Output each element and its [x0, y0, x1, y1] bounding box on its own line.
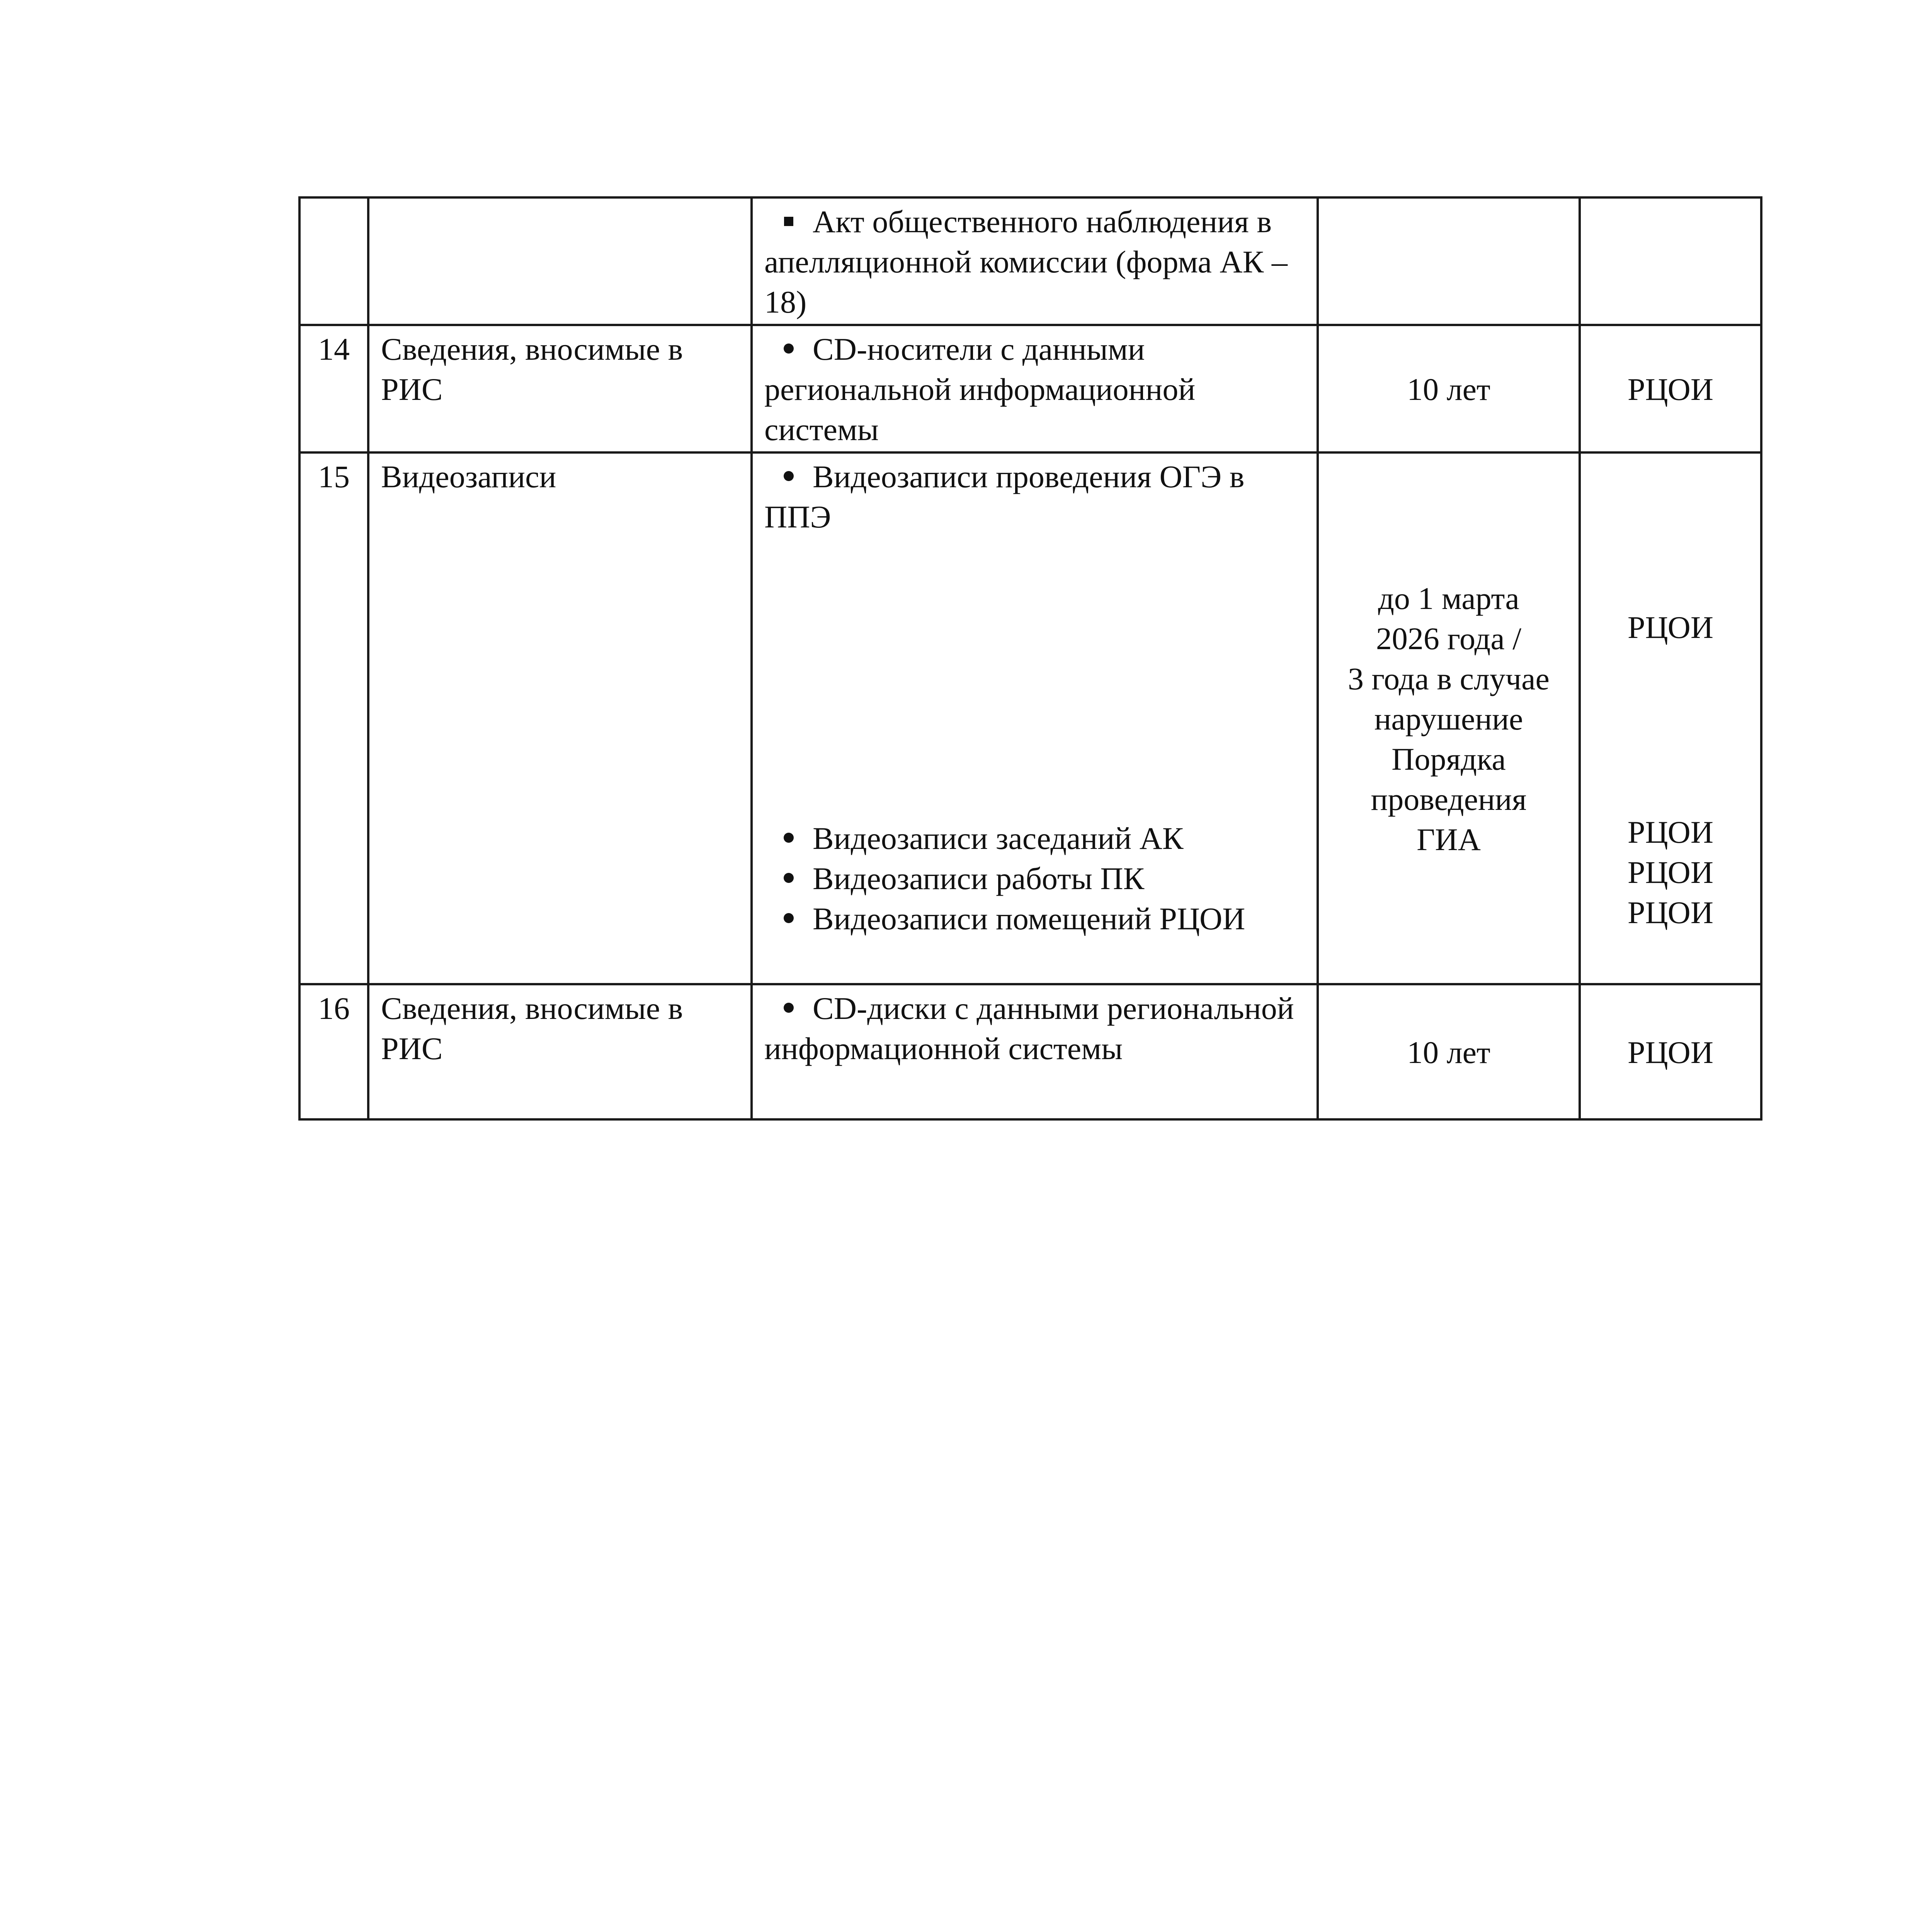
document-list [752, 197, 1318, 325]
document-list [752, 325, 1318, 452]
term-line: ГИА [1417, 822, 1481, 857]
storage-place-line: РЦОИ [1627, 610, 1714, 645]
bullet-dot-icon [764, 988, 813, 1029]
bullet-list [764, 202, 1305, 322]
storage-place-line: РЦОИ [1627, 855, 1714, 890]
document-list [752, 984, 1318, 1119]
storage-place-line: РЦОИ [1627, 895, 1714, 930]
row-number: 16 [299, 984, 368, 1119]
storage-term [1318, 197, 1580, 325]
spacer [764, 537, 1305, 818]
term-line: 3 года в случае [1348, 661, 1550, 696]
list-item-text: CD-носители с данными региональной информационной системы [764, 332, 1196, 447]
table-row [299, 197, 1761, 325]
storage-place: РЦОИ [1580, 984, 1761, 1119]
bullet-dot-icon [764, 818, 813, 859]
row-number [299, 197, 368, 325]
storage-place [1580, 452, 1761, 984]
table-row [299, 984, 1761, 1119]
term-line: Порядка [1391, 742, 1506, 777]
list-item [764, 988, 1305, 1069]
bullet-dot-icon [764, 899, 813, 939]
record-name: Видеозаписи [368, 452, 752, 984]
storage-term-lines [1330, 578, 1567, 860]
record-name: Сведения, вносимые в РИС [368, 325, 752, 452]
list-item [764, 202, 1305, 322]
storage-term: 10 лет [1318, 325, 1580, 452]
list-item [764, 859, 1305, 899]
list-item [764, 329, 1305, 450]
record-name [368, 197, 752, 325]
term-line: проведения [1371, 782, 1527, 817]
list-item-text: Акт общественного наблюдения в апелляционной комиссии (форма АК – 18) [764, 204, 1288, 320]
record-name: Сведения, вносимые в РИС [368, 984, 752, 1119]
bullet-dot-icon [764, 859, 813, 899]
storage-term [1318, 452, 1580, 984]
list-item-text: Видеозаписи работы ПК [813, 861, 1145, 896]
list-item [764, 457, 1305, 537]
records-table [298, 196, 1762, 1121]
table-row [299, 325, 1761, 452]
storage-place-stack [1592, 457, 1749, 981]
list-item-text: Видеозаписи проведения ОГЭ в ППЭ [764, 459, 1245, 534]
term-line: 2026 года / [1376, 621, 1522, 656]
row-number: 14 [299, 325, 368, 452]
term-line: нарушение [1374, 701, 1523, 736]
storage-place: РЦОИ [1580, 325, 1761, 452]
term-line: до 1 марта [1378, 581, 1519, 616]
list-item [764, 899, 1305, 939]
document-list [752, 452, 1318, 984]
bullet-dot-icon [764, 457, 813, 497]
bullet-dot-icon [764, 329, 813, 369]
bullet-list-top [764, 457, 1305, 537]
table-row [299, 452, 1761, 984]
storage-term: 10 лет [1318, 984, 1580, 1119]
row-number: 15 [299, 452, 368, 984]
storage-place-line: РЦОИ [1627, 815, 1714, 850]
list-item-text: Видеозаписи заседаний АК [813, 821, 1184, 856]
bullet-list [764, 329, 1305, 450]
list-item-text: Видеозаписи помещений РЦОИ [813, 901, 1245, 936]
square-bullet-icon [764, 202, 813, 242]
bullet-list-bottom [764, 818, 1305, 939]
list-item [764, 818, 1305, 859]
list-item-text: CD-диски с данными региональной информационной системы [764, 991, 1294, 1066]
storage-place-lines [1592, 812, 1749, 933]
bullet-list [764, 988, 1305, 1069]
storage-place [1580, 197, 1761, 325]
